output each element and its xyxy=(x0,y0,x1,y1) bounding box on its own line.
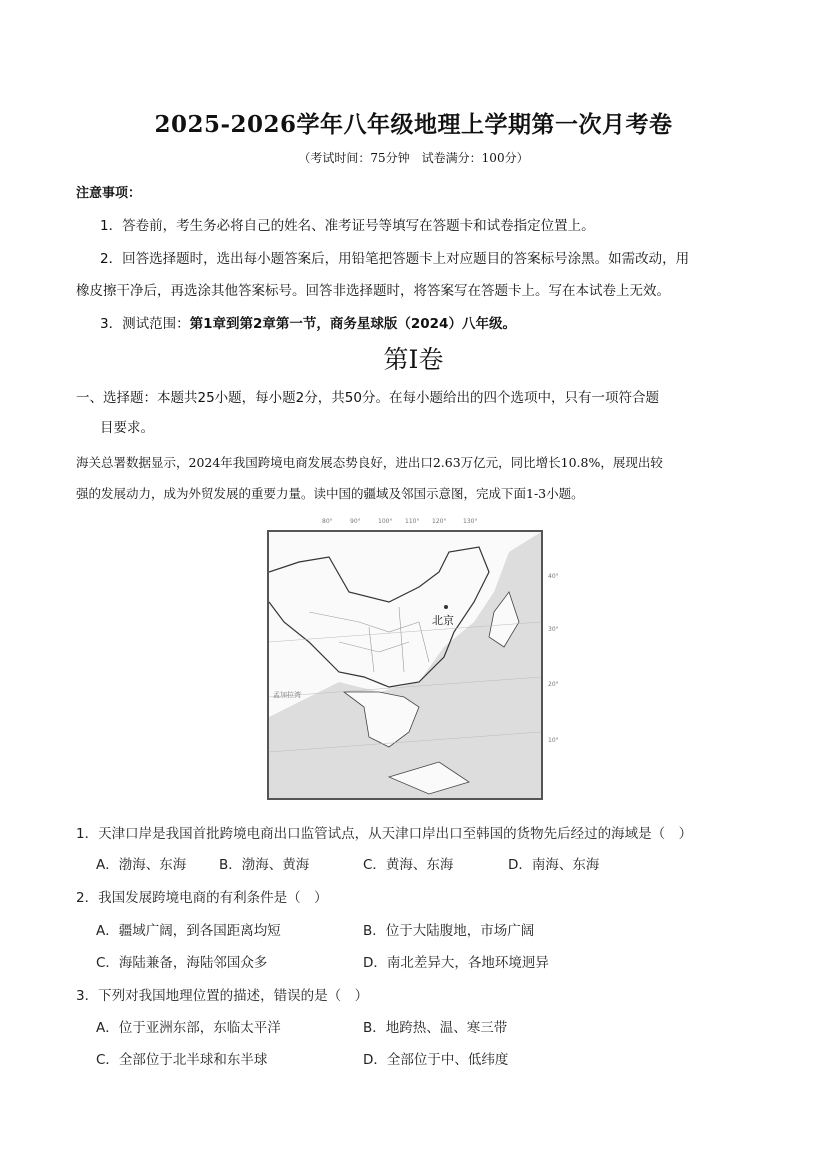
note-item-3 xyxy=(100,312,516,332)
question-1-option-d: D．南海、东海 xyxy=(508,857,600,873)
question-3-stem: 3．下列对我国地理位置的描述，错误的是（ ） xyxy=(76,988,369,1004)
longitude-label: 90° xyxy=(350,518,361,525)
question-1-option-a: A．渤海、东海 xyxy=(96,857,187,873)
passage-line-2: 强的发展动力，成为外贸发展的重要力量。读中国的疆域及邻国示意图，完成下面1-3小题。 xyxy=(76,486,584,501)
question-2-option-b: B．位于大陆腹地，市场广阔 xyxy=(363,923,535,939)
question-2-stem: 2．我国发展跨境电商的有利条件是（ ） xyxy=(76,890,328,906)
question-3-option-a: A．位于亚洲东部，东临太平洋 xyxy=(96,1020,281,1036)
question-2-option-a: A．疆域广阔，到各国距离均短 xyxy=(96,923,281,939)
question-1-option-b: B．渤海、黄海 xyxy=(219,857,310,873)
latitude-label: 10° xyxy=(548,737,559,744)
province-borders xyxy=(309,607,429,672)
note-item-1: 1．答卷前，考生务必将自己的姓名、准考证号等填写在答题卡和试卷指定位置上。 xyxy=(100,218,595,234)
sea-area xyxy=(269,532,541,798)
volume-heading: 第I卷 xyxy=(383,345,444,374)
question-3-option-d: D．全部位于中、低纬度 xyxy=(363,1052,509,1068)
exam-title: 2025-2026学年八年级地理上学期第一次月考卷 xyxy=(154,111,673,138)
notes-heading: 注意事项： xyxy=(76,186,142,201)
question-3-option-c: C．全部位于北半球和东半球 xyxy=(96,1052,268,1068)
question-1-stem: 1．天津口岸是我国首批跨境电商出口监管试点，从天津口岸出口至韩国的货物先后经过的海域是（ ） xyxy=(76,826,693,842)
section-instruction-line-1: 一、选择题：本题共25小题，每小题2分，共50分。在每小题给出的四个选项中，只有一项符合题 xyxy=(76,390,659,406)
china-territory-map xyxy=(267,530,543,800)
capital-label: 北京 xyxy=(432,614,454,627)
question-2-option-c: C．海陆兼备，海陆邻国众多 xyxy=(96,955,268,971)
beijing-marker xyxy=(444,605,448,609)
question-2-option-d: D．南北差异大，各地环境迥异 xyxy=(363,955,549,971)
longitude-label: 120° xyxy=(432,518,447,525)
longitude-label: 110° xyxy=(405,518,420,525)
longitude-label: 100° xyxy=(378,518,393,525)
passage-line-1: 海关总署数据显示，2024年我国跨境电商发展态势良好，进出口2.63万亿元，同比增长10.8%，展现出较 xyxy=(76,455,663,470)
latitude-label: 40° xyxy=(548,573,559,580)
question-3-option-b: B．地跨热、温、寒三带 xyxy=(363,1020,508,1036)
map-drawing xyxy=(269,532,541,798)
longitude-label: 80° xyxy=(322,518,333,525)
note-item-3-scope: 第1章到第2章第一节，商务星球版（2024）八年级。 xyxy=(189,316,516,332)
note-item-2-line-2: 橡皮擦干净后，再选涂其他答案标号。回答非选择题时，将答案写在答题卡上。写在本试卷上无效。 xyxy=(76,283,670,299)
exam-subtitle: （考试时间：75分钟 试卷满分：100分） xyxy=(298,151,529,165)
latitude-label: 30° xyxy=(548,626,559,633)
section-instruction-line-2: 目要求。 xyxy=(100,420,154,436)
longitude-label: 130° xyxy=(463,518,478,525)
question-1-option-c: C．黄海、东海 xyxy=(363,857,454,873)
bay-label: 孟加拉湾 xyxy=(273,691,301,699)
note-item-3-prefix: 3．测试范围： xyxy=(100,316,190,332)
note-item-2-line-1: 2．回答选择题时，选出每小题答案后，用铅笔把答题卡上对应题目的答案标号涂黑。如需改动，用 xyxy=(100,251,690,267)
latitude-label: 20° xyxy=(548,681,559,688)
